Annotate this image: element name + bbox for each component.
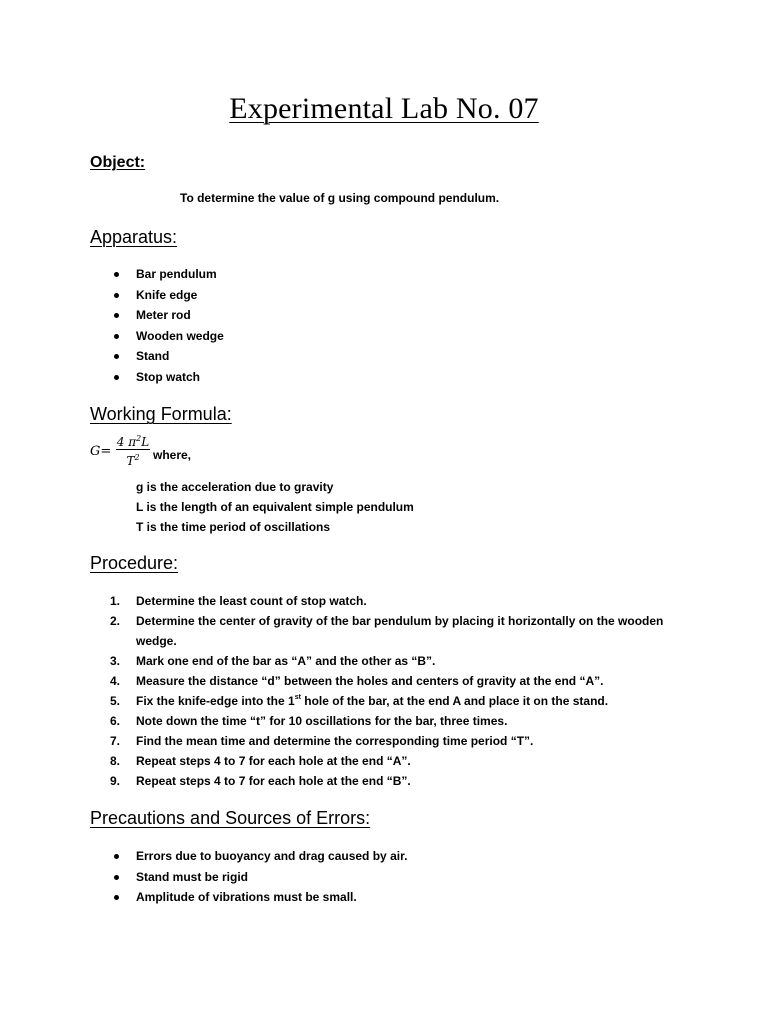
bullet-icon — [114, 854, 119, 859]
procedure-step: 5. Fix the knife-edge into the 1st hole of the bar, at the end A and place it on the stand. — [110, 694, 609, 708]
bullet-icon — [114, 272, 119, 277]
procedure-step: 4. Measure the distance “d” between the holes and centers of gravity at the end “A”. — [110, 674, 604, 688]
precautions-list — [110, 846, 407, 908]
bullet-icon — [114, 875, 119, 880]
formula-where: where, — [153, 448, 192, 462]
formula-fraction — [114, 430, 152, 466]
apparatus-heading: Apparatus: — [90, 227, 178, 247]
precaution-item: Amplitude of vibrations must be small. — [110, 887, 407, 908]
definition-item: T is the time period of oscillations — [136, 520, 331, 534]
bullet-icon — [114, 895, 119, 900]
page-title: Experimental Lab No. 07 — [229, 92, 539, 125]
definition-item: L is the length of an equivalent simple pendulum — [136, 500, 414, 514]
apparatus-item: Wooden wedge — [110, 326, 224, 347]
procedure-step: 8. Repeat steps 4 to 7 for each hole at the end “A”. — [110, 754, 411, 768]
apparatus-item: Stand — [110, 346, 224, 367]
formula-lhs: G= — [90, 444, 112, 459]
object-heading: Object: — [90, 154, 146, 171]
apparatus-item: Stop watch — [110, 367, 224, 388]
precautions-heading: Precautions and Sources of Errors: — [90, 808, 371, 828]
procedure-heading: Procedure: — [90, 553, 179, 573]
apparatus-item: Bar pendulum — [110, 264, 224, 285]
formula-heading: Working Formula: — [90, 404, 232, 424]
formula-definitions — [136, 477, 414, 537]
object-text: To determine the value of g using compound pendulum. — [180, 191, 500, 205]
precaution-item: Errors due to buoyancy and drag caused by air. — [110, 846, 407, 867]
procedure-step: 7. Find the mean time and determine the corresponding time period “T”. — [110, 734, 534, 748]
procedure-step: 1. Determine the least count of stop watch. — [110, 594, 367, 608]
bullet-icon — [114, 354, 119, 359]
apparatus-item: Meter rod — [110, 305, 224, 326]
apparatus-list — [110, 264, 224, 388]
bullet-icon — [114, 313, 119, 318]
bullet-icon — [114, 334, 119, 339]
formula-numerator: 4 $\pi^2L$ — [116, 434, 150, 449]
procedure-step: 3. Mark one end of the bar as “A” and the other as “B”. — [110, 654, 436, 668]
definition-item: g is the acceleration due to gravity — [136, 480, 334, 494]
bullet-icon — [114, 293, 119, 298]
procedure-step: 9. Repeat steps 4 to 7 for each hole at the end “B”. — [110, 774, 411, 788]
procedure-step: 2. Determine the center of gravity of the bar pendulum by placing it horizontally on the wooden wedge. — [110, 614, 664, 648]
procedure-list — [110, 591, 670, 791]
formula-denominator: $T^2$ — [126, 453, 140, 468]
bullet-icon — [114, 375, 119, 380]
precaution-item: Stand must be rigid — [110, 867, 407, 888]
procedure-step: 6. Note down the time “t” for 10 oscillations for the bar, three times. — [110, 714, 508, 728]
apparatus-item: Knife edge — [110, 285, 224, 306]
